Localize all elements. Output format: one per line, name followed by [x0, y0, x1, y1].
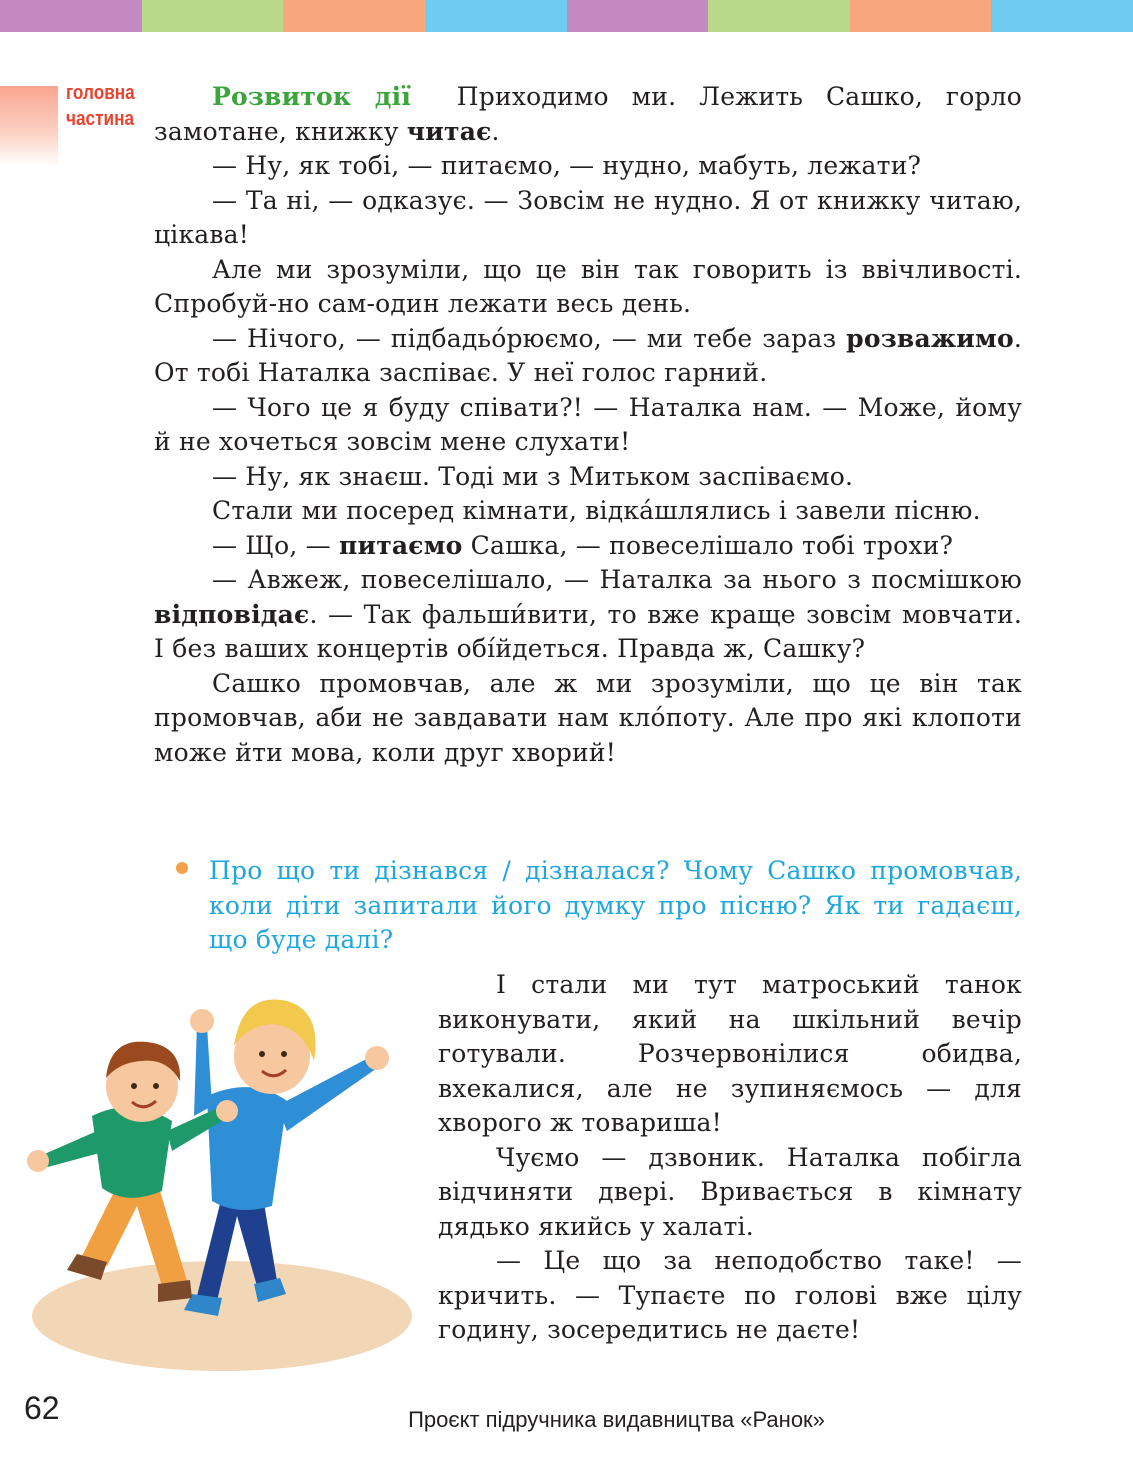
- paragraph: — Ну, як знаєш. Тоді ми з Митьком заспіваємо.: [212, 461, 854, 491]
- paragraph: [154, 529, 1022, 564]
- color-segment: [142, 0, 284, 32]
- color-segment: [850, 0, 992, 32]
- side-tab-marker: [0, 86, 58, 166]
- section-label-line2: частина: [66, 108, 135, 130]
- text-run: — Що, —: [212, 530, 339, 560]
- paragraph: [154, 563, 1022, 667]
- paragraph: — Ну, як тобі, — питаємо, — нудно, мабуть, лежати?: [212, 151, 922, 180]
- blond-boy-hands: [365, 1046, 389, 1070]
- brown-boy-torso: [92, 1107, 172, 1198]
- color-segment: [708, 0, 850, 32]
- color-segment: [991, 0, 1133, 32]
- color-segment: [425, 0, 567, 32]
- right-text: [438, 968, 1022, 1348]
- text-run: — Авжеж, повеселішало, — Наталка за нього з посмішкою: [212, 565, 1022, 594]
- bold-word: читає: [406, 116, 492, 146]
- text-run: Приходимо ми. Лежить Сашко, горло замотане, книжку: [154, 82, 1023, 146]
- section-label-line1: головна: [66, 82, 135, 104]
- paragraph: [154, 80, 1022, 149]
- text-run: . — Так фальши́вити, то вже краще зовсім мовчати. І без ваших концертів обі́йдеться. Правда ж, Сашку?: [154, 599, 1022, 663]
- brown-boy-hands: [27, 1150, 49, 1172]
- bold-word: питаємо: [338, 530, 463, 560]
- paragraph: — Чого це я буду співати?! — Наталка нам. — Може, йому й не хочеться зовсім мене слухати!: [154, 392, 1022, 456]
- dancing-boys-illustration: [22, 966, 422, 1376]
- color-segment: [283, 0, 425, 32]
- paragraph: — Це що за неподобство таке! — кричить. — Тупаєте по голові вже цілу годину, зосередитись не даєте!: [438, 1246, 1022, 1344]
- section-label: [66, 80, 143, 132]
- paragraph: І стали ми тут матроський танок виконувати, який на шкільний вечір готували. Розчервонілися обидва, вхекалися, але не зупиняємось — для хворого ж товариша!: [438, 970, 1022, 1137]
- paragraph: Але ми зрозуміли, що це він так говорить із ввічливості. Спробуй-но сам-один лежати весь день.: [154, 254, 1022, 318]
- paragraph: Стали ми посеред кімнати, відка́шлялись і завели пісню.: [212, 496, 981, 525]
- page-number: 62: [24, 1390, 60, 1426]
- bullet-dot: [176, 862, 188, 874]
- text-run: .: [491, 116, 500, 146]
- bold-word: відповідає: [154, 599, 310, 629]
- text-run: — Нічого, — підбадьо́рюємо, — ми тебе зараз: [212, 323, 847, 353]
- bold-word: розважимо: [846, 323, 1014, 353]
- top-color-bar: [0, 0, 1133, 32]
- text-run: . От тобі Наталка заспіває. У неї голос гарний.: [154, 323, 1022, 387]
- color-segment: [567, 0, 709, 32]
- paragraph: — Та ні, — одказує. — Зовсім не нудно. Я от книжку читаю, цікава!: [154, 185, 1022, 249]
- color-segment: [0, 0, 142, 32]
- question-prompt: Про що ти дізнався / дізналася? Чому Сашко промовчав, коли діти запитали його думку про пісню? Як ти гадаєш, що буде далі?: [209, 856, 1022, 954]
- footer-text: Проєкт підручника видавництва «Ранок»: [408, 1407, 825, 1432]
- paragraph: [154, 322, 1022, 391]
- main-text: [154, 80, 1022, 770]
- section-heading: Розвиток дії: [212, 82, 412, 111]
- paragraph: Сашко промовчав, але ж ми зрозуміли, що це він так промовчав, аби не завдавати нам кло́поту. Але про які клопоти може йти мова, коли друг хворий!: [154, 668, 1022, 767]
- paragraph: Чуємо — дзвоник. Наталка побігла відчиняти двері. Вривається в кімнату дядько якийсь у халаті.: [438, 1142, 1022, 1241]
- text-run: Сашка, — повеселішало тобі трохи?: [462, 530, 954, 560]
